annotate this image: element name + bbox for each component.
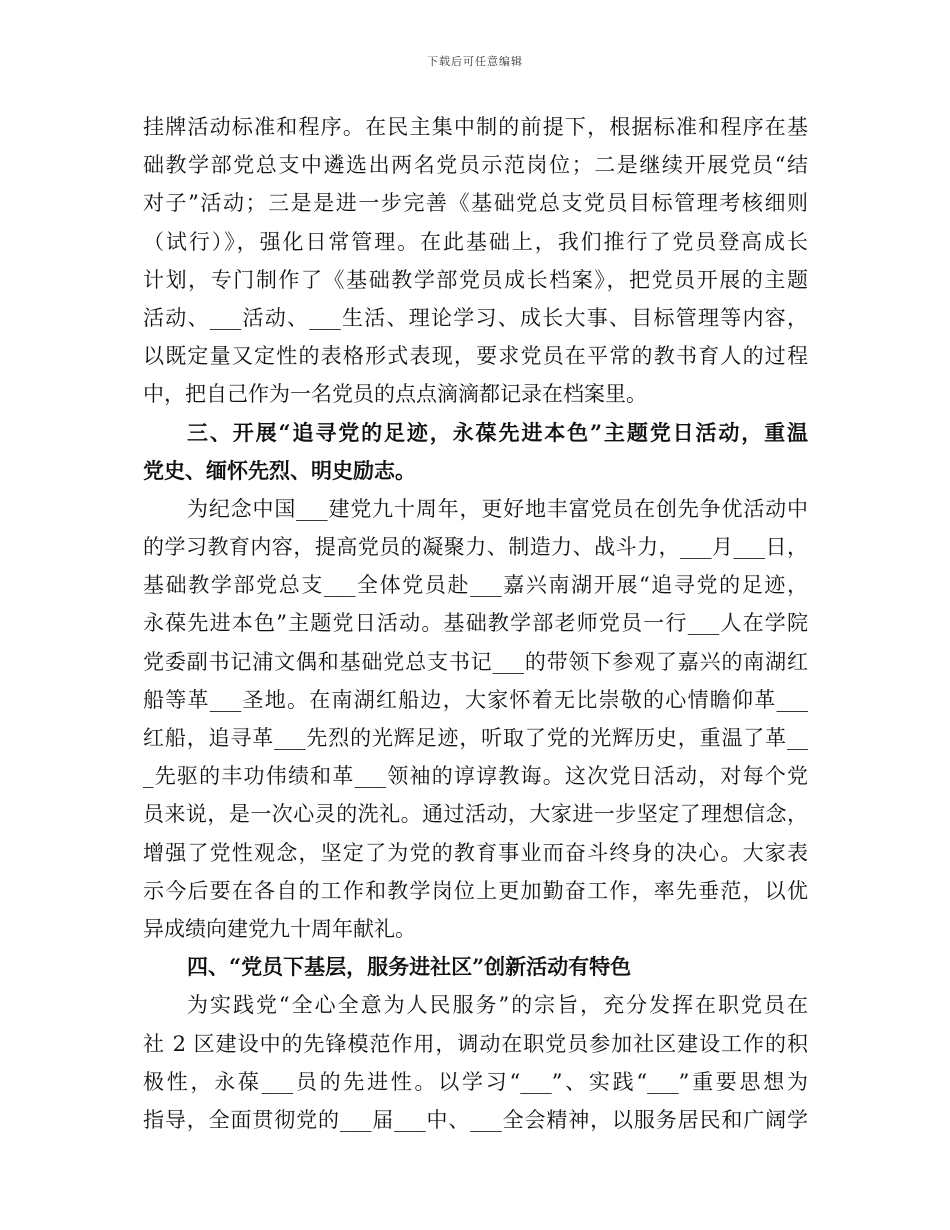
paragraph-line: 极性，永葆___员的先进性。以学习“___”、实践“___”重要思想为 [143,1069,808,1094]
paragraph-line: 增强了党性观念，坚定了为党的教育事业而奋斗终身的决心。大家表 [143,840,808,865]
paragraph-line: 基础教学部党总支___全体党员赴___嘉兴南湖开展“追寻党的足迹， [143,573,808,598]
paragraph-line: 为实践党“全心全意为人民服务”的宗旨，充分发挥在职党员在 [187,993,808,1018]
paragraph-line: 以既定量又定性的表格形式表现，要求党员在平常的教书育人的过程 [143,344,808,369]
paragraph-line: （试行）》，强化日常管理。在此基础上，我们推行了党员登高成长 [143,229,808,254]
section-heading-line: 党史、缅怀先烈、明史励志。 [143,457,416,483]
paragraph-line: _先驱的丰功伟绩和革___领袖的谆谆教诲。这次党日活动，对每个党 [143,764,808,789]
section-heading-line: 三、开展“追寻党的足迹，永葆先进本色”主题党日活动，重温 [187,419,808,445]
paragraph-line: 异成绩向建党九十周年献礼。 [143,916,416,941]
paragraph-line: 挂牌活动标准和程序。在民主集中制的前提下，根据标准和程序在基 [143,115,808,139]
document-body [143,108,808,1139]
paragraph-line: 社 2 区建设中的先锋模范作用，调动在职党员参加社区建设工作的积 [143,1031,808,1056]
paragraph-line: 员来说，是一次心灵的洗礼。通过活动，大家进一步坚定了理想信念， [143,802,808,827]
paragraph-line: 的学习教育内容，提高党员的凝聚力、制造力、战斗力，___月___日， [143,535,808,560]
paragraph-line: 党委副书记浦文偶和基础党总支书记___的带领下参观了嘉兴的南湖红 [143,649,808,674]
paragraph-line: 示今后要在各自的工作和教学岗位上更加勤奋工作，率先垂范，以优 [143,878,808,903]
paragraph-line: 永葆先进本色”主题党日活动。基础教学部老师党员一行___人在学院 [143,611,808,636]
paragraph-line: 红船，追寻革___先烈的光辉足迹，听取了党的光辉历史，重温了革__ [143,726,808,750]
paragraph-line: 中，把自己作为一名党员的点点滴滴都记录在档案里。 [143,382,647,407]
paragraph-line: 指导，全面贯彻党的___届___中、___全会精神，以服务居民和广阔学 [143,1107,808,1132]
section-heading-line: 四、“党员下基层，服务进社区”创新活动有特色 [187,954,632,980]
paragraph-line: 为纪念中国___建党九十周年，更好地丰富党员在创先争优活动中 [187,496,808,521]
page-header-note: 下载后可任意编辑 [427,55,523,68]
paragraph-line: 对子”活动；三是是进一步完善《基础党总支党员目标管理考核细则 [143,191,808,216]
paragraph-line: 活动、___活动、___生活、理论学习、成长大事、目标管理等内容， [143,305,808,330]
paragraph-line: 船等革___圣地。在南湖红船边，大家怀着无比崇敬的心情瞻仰革___ [143,687,808,712]
paragraph-line: 计划，专门制作了《基础教学部党员成长档案》，把党员开展的主题 [143,267,808,292]
paragraph-line: 础教学部党总支中遴选出两名党员示范岗位；二是继续开展党员“结 [143,153,808,178]
